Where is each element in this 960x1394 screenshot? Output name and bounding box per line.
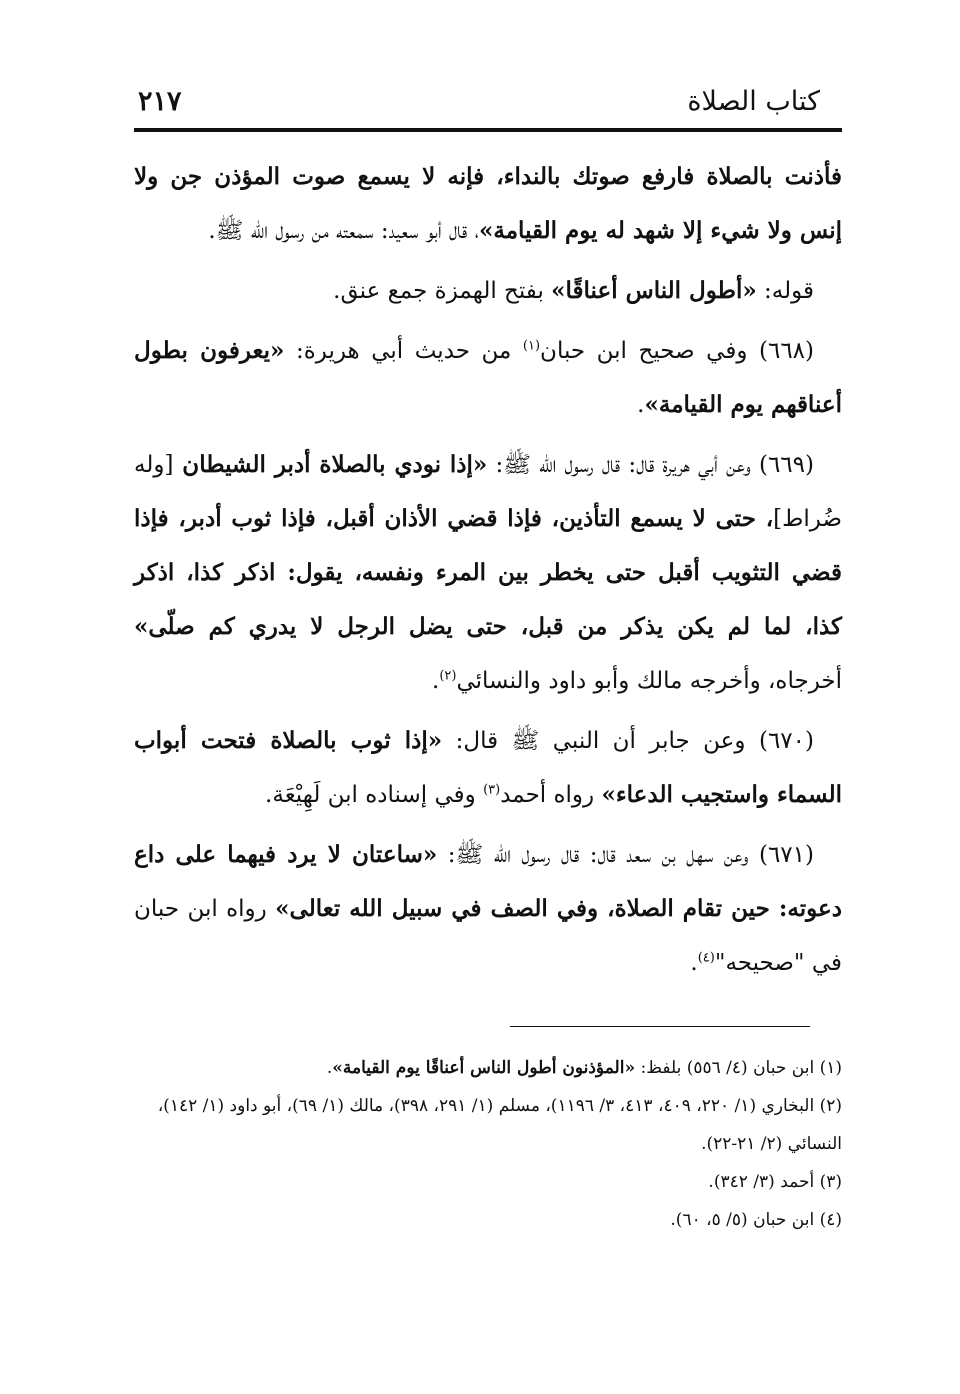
text-run: (٦٧١) وعن سهل بن سعد قال: قال رسول الله ﷺ: bbox=[437, 842, 814, 868]
running-header bbox=[134, 80, 842, 124]
text-run: من حديث أبي هريرة: bbox=[284, 338, 523, 364]
book-page bbox=[134, 80, 842, 1239]
hadith-text: «أطول الناس أعناقًا» bbox=[551, 277, 757, 304]
page-number: ٢١٧ bbox=[138, 86, 182, 117]
text-run: رواه ابن حبان في "صحيحه" bbox=[134, 896, 842, 976]
footnote-item bbox=[134, 1163, 842, 1201]
text-run: (٦٦٨) وفي صحيح ابن حبان bbox=[540, 338, 815, 364]
text-run: (٢) البخاري (١/ ٢٢٠، ٤٠٩، ٤١٣، ٣/ ١١٩٦)، مسلم (١/ ٢٩١، ٣٩٨)، مالك (١/ ٦٩)، أبو داود (١/ ١٤٢)، النسائي (٢/ ٢١-٢٢). bbox=[157, 1096, 842, 1154]
footnote-item bbox=[134, 1201, 842, 1239]
footnote-ref: (١) bbox=[522, 338, 541, 354]
hadith-text: فأذنت بالصلاة فارفع صوتك بالنداء، فإنه لا يسمع صوت المؤذن جن ولا إنس ولا شيء إلا شهد له يوم القيامة» bbox=[134, 163, 842, 244]
text-run: (٦٦٩) وعن أبي هريرة قال: قال رسول الله ﷺ: bbox=[487, 452, 814, 478]
footnote-ref: (٤) bbox=[697, 950, 715, 966]
paragraph bbox=[134, 828, 842, 990]
text-run: قوله: bbox=[756, 278, 814, 304]
footnote-divider bbox=[510, 1026, 810, 1027]
footnotes bbox=[134, 1049, 842, 1239]
hadith-text: «يعرفون بطول أعناقهم يوم القيامة» bbox=[134, 337, 842, 418]
chapter-title: كتاب الصلاة bbox=[687, 86, 820, 117]
text-run: (١) ابن حبان (٤/ ٥٥٦) بلفظ: bbox=[635, 1058, 842, 1078]
footnote-item bbox=[134, 1049, 842, 1087]
text-run: . bbox=[326, 1058, 333, 1078]
paragraph bbox=[134, 714, 842, 822]
header-divider bbox=[134, 128, 842, 132]
hadith-text: «ساعتان لا يرد فيهما على داع دعوته: حين تقام الصلاة، وفي الصف في سبيل الله تعالى» bbox=[134, 841, 842, 922]
footnote-ref: (٢) bbox=[439, 668, 457, 684]
paragraph bbox=[134, 324, 842, 432]
text-run: . bbox=[637, 392, 645, 418]
text-run: (٦٧٠) وعن جابر أن النبي ﷺ قال: bbox=[442, 728, 814, 754]
paragraph bbox=[134, 150, 842, 258]
hadith-text: «المؤذنون أطول الناس أعناقًا يوم القيامة» bbox=[332, 1058, 636, 1078]
text-run: أخرجاه، وأخرجه مالك وأبو داود والنسائي bbox=[456, 668, 842, 694]
text-run: (٣) أحمد (٣/ ٣٤٢). bbox=[708, 1172, 842, 1192]
footnote-ref: (٣) bbox=[483, 782, 501, 798]
text-run: رواه أحمد bbox=[500, 782, 602, 808]
text-run: [وله ضُراط] bbox=[134, 452, 842, 532]
hadith-text: «إذا ثوب بالصلاة فتحت أبواب السماء واستجيب الدعاء» bbox=[134, 727, 842, 808]
main-text bbox=[134, 150, 842, 990]
hadith-text: ، حتى لا يسمع التأذين، فإذا قضي الأذان أقبل، فإذا ثوب أدبر، فإذا قضي التثويب أقبل حتى يخطر بين المرء ونفسه، يقول: اذكر كذا، اذكر كذا، لما لم يكن يذكر من قبل، حتى يضل الرجل لا يدري كم صلّى» bbox=[134, 505, 842, 640]
text-run: وفي إسناده ابن لَهِيْعَة. bbox=[265, 782, 484, 808]
text-run: (٤) ابن حبان (٥/ ٥، ٦٠). bbox=[670, 1210, 842, 1230]
paragraph bbox=[134, 438, 842, 708]
text-run: بفتح الهمزة جمع عنق. bbox=[333, 278, 552, 304]
text-run: . bbox=[432, 668, 440, 694]
hadith-text: «إذا نودي بالصلاة أدبر الشيطان bbox=[173, 451, 488, 478]
text-run: . bbox=[690, 950, 698, 976]
footnote-item bbox=[134, 1087, 842, 1163]
text-run: ، قال أبو سعيد: سمعته من رسول الله ﷺ. bbox=[208, 218, 480, 244]
paragraph bbox=[134, 264, 842, 318]
